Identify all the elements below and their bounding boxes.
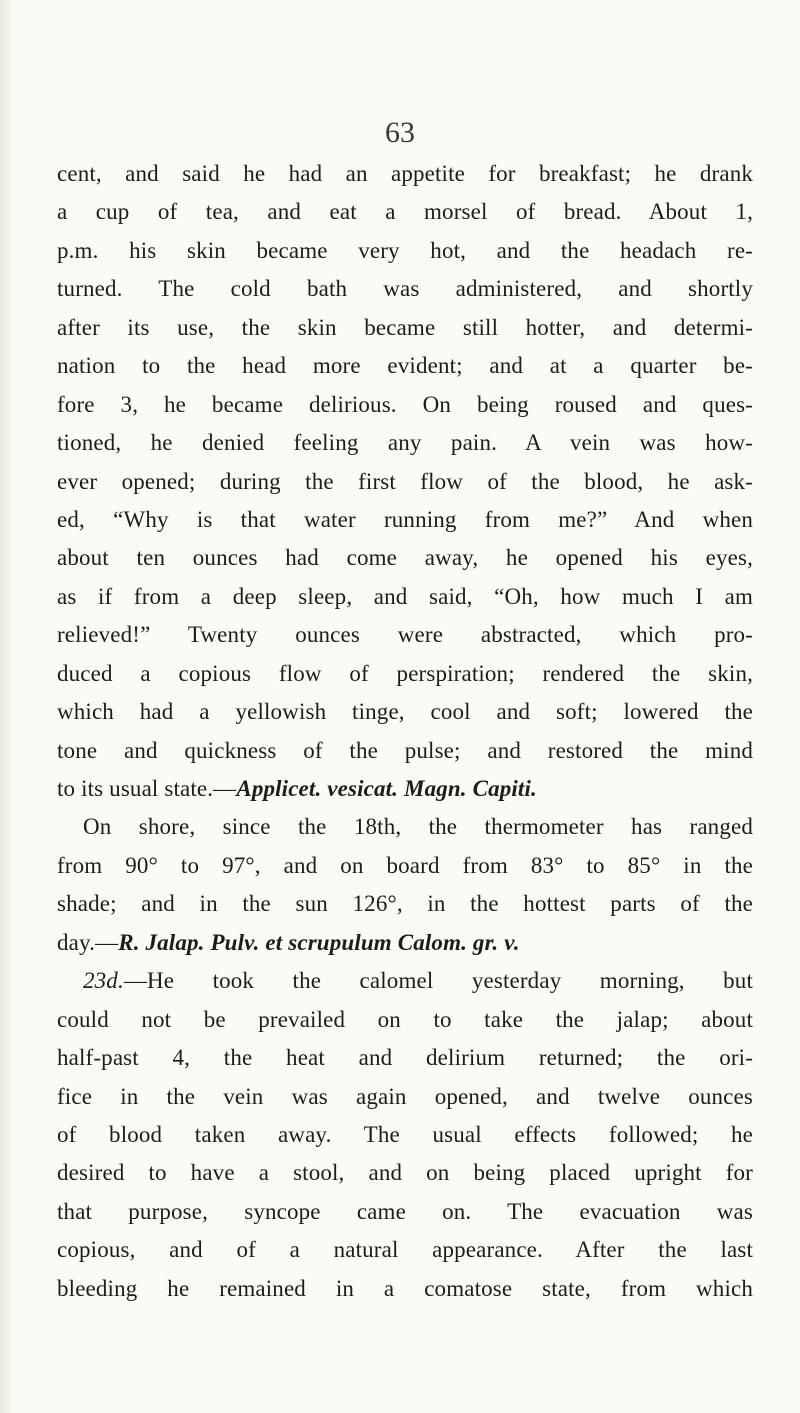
text-line: could not be prevailed on to take the jalap; about bbox=[57, 1006, 753, 1032]
text-line: after its use, the skin became still hotter, and determi- bbox=[57, 314, 753, 340]
text-line: desired to have a stool, and on being placed upright for bbox=[57, 1160, 753, 1186]
text-line: tone and quickness of the pulse; and restored the mind bbox=[57, 737, 753, 763]
text-line: nation to the head more evident; and at a quarter be- bbox=[57, 353, 753, 379]
text-line: a cup of tea, and eat a morsel of bread. About 1, bbox=[57, 199, 753, 225]
text-line: fore 3, he became delirious. On being roused and ques- bbox=[57, 391, 753, 417]
text-line: about ten ounces had come away, he opened his eyes, bbox=[57, 545, 753, 571]
text-line: bleeding he remained in a comatose state, from which bbox=[57, 1275, 753, 1301]
text-line: ed, “Why is that water running from me?” And when bbox=[57, 506, 753, 532]
text-line: tioned, he denied feeling any pain. A vein was how- bbox=[57, 430, 753, 456]
text-line: which had a yellowish tinge, cool and soft; lowered the bbox=[57, 699, 753, 725]
entry-date: 23d. bbox=[83, 968, 124, 994]
text-line: turned. The cold bath was administered, and shortly bbox=[57, 276, 753, 302]
prescription-line bbox=[57, 770, 753, 808]
day-lead: day.— bbox=[57, 929, 119, 955]
body-text bbox=[57, 155, 753, 1308]
text-line: ever opened; during the first flow of the blood, he ask- bbox=[57, 468, 753, 494]
text-line: half-past 4, the heat and delirium returned; the ori- bbox=[57, 1045, 753, 1071]
page-number: 63 bbox=[385, 116, 415, 149]
text-line: fice in the vein was again opened, and twelve ounces bbox=[57, 1083, 753, 1109]
entry-line bbox=[57, 962, 753, 1000]
text-line: shade; and in the sun 126°, in the hottest parts of the bbox=[57, 891, 753, 917]
text-line: from 90° to 97°, and on board from 83° to 85° in the bbox=[57, 852, 753, 878]
text-line: p.m. his skin became very hot, and the headach re- bbox=[57, 237, 753, 263]
text-line: duced a copious flow of perspiration; rendered the skin, bbox=[57, 660, 753, 686]
entry-text: —He took the calomel yesterday morning, but bbox=[123, 968, 753, 994]
prescription-line bbox=[57, 924, 753, 962]
prescription-text: R. Jalap. Pulv. et scrupulum Calom. gr. v. bbox=[118, 929, 520, 955]
text-line: relieved!” Twenty ounces were abstracted, which pro- bbox=[57, 622, 753, 648]
page-edge bbox=[0, 0, 14, 1413]
text-line: cent, and said he had an appetite for breakfast; he drank bbox=[57, 161, 753, 186]
text-line: copious, and of a natural appearance. After the last bbox=[57, 1237, 753, 1263]
prescription-text: Applicet. vesicat. Magn. Capiti. bbox=[236, 776, 537, 801]
text-line: that purpose, syncope came on. The evacuation was bbox=[57, 1198, 753, 1224]
text-line: of blood taken away. The usual effects followed; he bbox=[57, 1121, 753, 1147]
prescription-lead: to its usual state.— bbox=[57, 776, 237, 801]
text-line: On shore, since the 18th, the thermometer has ranged bbox=[83, 814, 753, 840]
text-line: as if from a deep sleep, and said, “Oh, how much I am bbox=[57, 583, 753, 609]
